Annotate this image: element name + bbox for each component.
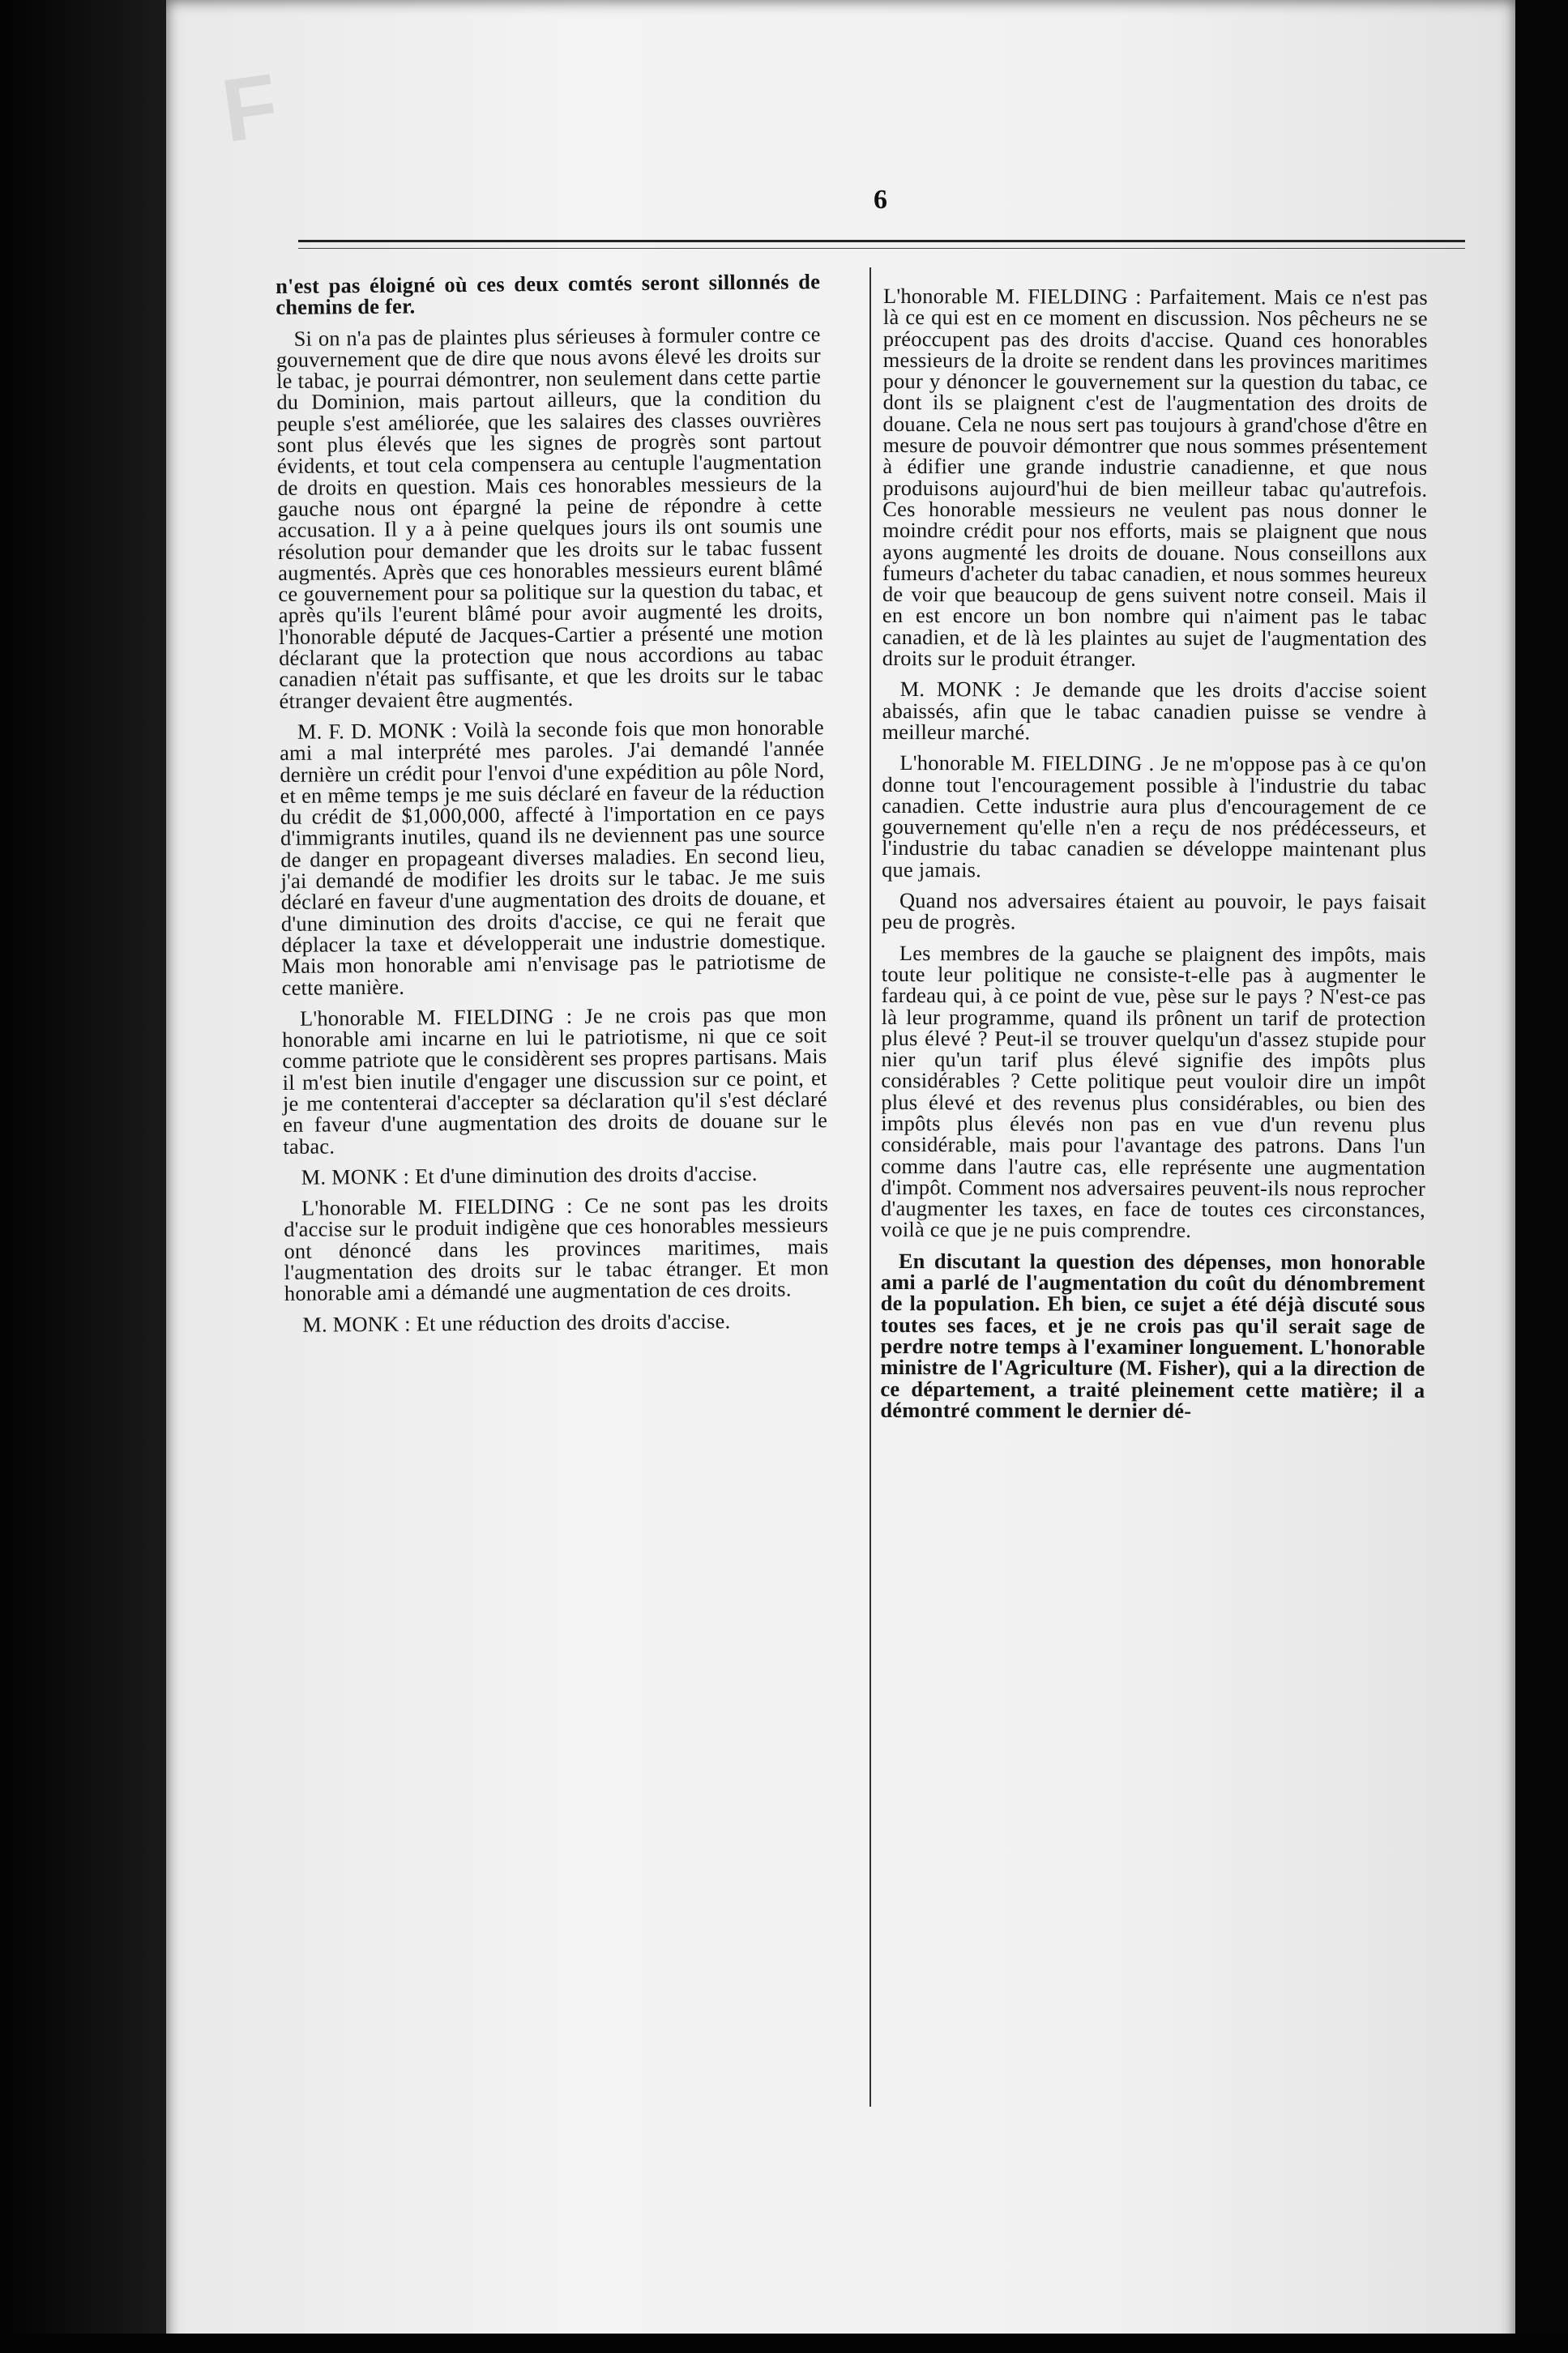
scan-bottom-edge — [0, 2334, 1568, 2353]
paragraph: Les membres de la gauche se plaignent des impôts, mais toute leur politique ne consiste-t-elle pas à augmenter le fardeau qui, à ce point de vue, pèse sur le pays ? N'est-ce pas là leur programme, quand ils prônent un tarif de protection plus élevé ? Peut-il se trouver quelqu'un d'assez stupide pour nier qu'un tarif plus élevé signifie des impôts plus considérables ? Cette politique peut vouloir dire un impôt plus élevé et des revenus plus considérables, ou bien des impôts plus élevés non pas en vue d'un revenu plus considérable, mais pour l'avantage des patrons. Dans l'un comme dans l'autre cas, elle représente une augmentation d'impôt. Comment nos adversaires peuvent-ils nous reprocher d'augmenter les taxes, en face de toutes ces circonstances, voilà ce que je ne puis comprendre. — [880, 940, 1426, 1243]
adjacent-page-edge — [0, 0, 170, 2353]
paragraph: En discutant la question des dépenses, mon honorable ami a parlé de l'augmentation du coût du dénombrement de la population. Eh bien, ce sujet a été déjà discuté sous toutes ses faces, et je ne crois pas qu'il serait sage de perdre notre temps à l'examiner longuement. L'honorable ministre de l'Agriculture (M. Fisher), qui a la direction de ce département, a traité pleinement cette matière; il a démontré comment le dernier dé- — [880, 1248, 1425, 1423]
paragraph: L'honorable M. FIELDING : Ce ne sont pas les droits d'accise sur le produit indigène que ces honorables messieurs ont dénoncé dans les provinces maritimes, mais l'augmentation des droits sur le tabac étranger. Et mon honorable ami a démandé une augmentation de ces droits. — [284, 1191, 829, 1306]
paragraph: M. MONK : Je demande que les droits d'accise soient abaissés, afin que le tabac canadien puisse se vendre à meilleur marché. — [882, 677, 1427, 745]
bleed-through-letter: F — [216, 54, 284, 162]
paragraph: L'honorable M. FIELDING : Parfaitement. Mais ce n'est pas là ce qui est en ce moment en discussion. Nos pêcheurs ne se préoccupent pas des droits d'accise. Quand ces honorables messieurs de la droite se rendent dans les provinces maritimes pour y dénoncer le gouvernement sur la question du tabac, ce dont ils se plaignent c'est de l'augmentation des droits de douane. Cela ne nous sert pas toujours à grand'chose d'être en mesure de pouvoir démontrer que nous sommes présentement à édifier une grande industrie canadienne, et que nous produisons aujourd'hui de bien meilleur tabac qu'autrefois. Ces honorable messieurs ne veulent pas nous donner le moindre crédit pour nos efforts, mais se plaignent que nous ayons augmenté les droits de douane. Nous conseillons aux fumeurs d'acheter du tabac canadien, et nous sommes heureux de voir que beaucoup de gens suivent notre conseil. Mais il en est encore un bon nombre qui n'aiment pas le tabac canadien, et de là les plaintes au sujet de l'augmentation des droits sur le produit étranger. — [882, 284, 1429, 671]
paragraph: M. MONK : Et une réduction des droits d'accise. — [302, 1308, 731, 1337]
header-rule — [298, 240, 1465, 242]
paragraph: Si on n'a pas de plaintes plus sérieuses à formuler contre ce gouvernement que de dire que nous avons élevé les droits sur le tabac, je pourrai démontrer, non seulement dans cette partie du Dominion, mais partout ailleurs, que la condition du peuple s'est améliorée, que les salaires des classes ouvrières sont plus élevés que les signes de progrès sont partout évidents, et tout cela compensera au centuple l'augmentation de droits en question. Mais ces honorables messieurs de la gauche nous ont épargné la peine de répondre à cette accusation. Il y a à peine quelques jours ils ont soumis une résolution pour demander que les droits sur le tabac fussent augmentés. Après que ces honorables messieurs eurent blâmé ce gouvernement pour sa politique sur la question du tabac, et après qu'ils l'eurent blâmé pour avoir augmenté les droits, l'honorable député de Jacques-Cartier a présenté une motion déclarant que la protection que nous accordions au tabac canadien n'était pas suffisante, et que les droits sur le tabac étranger devaient être augmentés. — [276, 321, 824, 713]
paragraph: L'honorable M. FIELDING : Je ne crois pas que mon honorable ami incarne en lui le patriotisme, ni que ce soit comme patriote que le considèrent ses propres partisans. Mais il m'est bien inutile d'engager une discussion sur ce point, et je me contenterai d'accepter sa déclaration qu'il s'est déclaré en faveur d'une augmentation des droits de douane sur le tabac. — [282, 1001, 828, 1159]
paragraph: L'honorable M. FIELDING . Je ne m'oppose pas à ce qu'on donne tout l'encouragement possible à l'industrie du tabac canadien. Cette industrie aura plus d'encouragement de ce gouvernement qu'elle n'en a reçu de nos prédécesseurs, et l'industrie du tabac canadien se développe maintenant plus que jamais. — [882, 750, 1427, 882]
paragraph: M. MONK : Et d'une diminution des droits d'accise. — [301, 1160, 758, 1189]
left-column — [276, 271, 829, 1345]
paragraph: M. F. D. MONK : Voilà la seconde fois que mon honorable ami a mal interprété mes paroles. J'ai demandé l'année dernière un crédit pour l'envoi d'une expédition au pôle Nord, et en même temps je me suis déclaré en faveur de la réduction du crédit de $1,000,000, affecté à l'importation en ce pays d'immigrants inutiles, quand ils ne deviennent pas une source de danger en propageant diverses maladies. En second lieu, j'ai demandé de modifier les droits sur le tabac. Je me suis déclaré en faveur d'une augmentation des droits de douane, et d'une diminution des droits d'accise, ce qui ne ferait que déplacer la taxe et développerait une industrie domestique. Mais mon honorable ami n'envisage pas le patriotisme de cette manière. — [280, 715, 827, 1000]
right-column — [880, 285, 1428, 1432]
paragraph: n'est pas éloigné où ces deux comtés seront sillonnés de chemins de fer. — [275, 269, 821, 320]
page-number: 6 — [874, 185, 887, 215]
paragraph: Quand nos adversaires étaient au pouvoir, le pays faisait peu de progrès. — [881, 888, 1427, 934]
header-rule-thin — [298, 248, 1465, 249]
column-divider — [869, 267, 871, 2107]
